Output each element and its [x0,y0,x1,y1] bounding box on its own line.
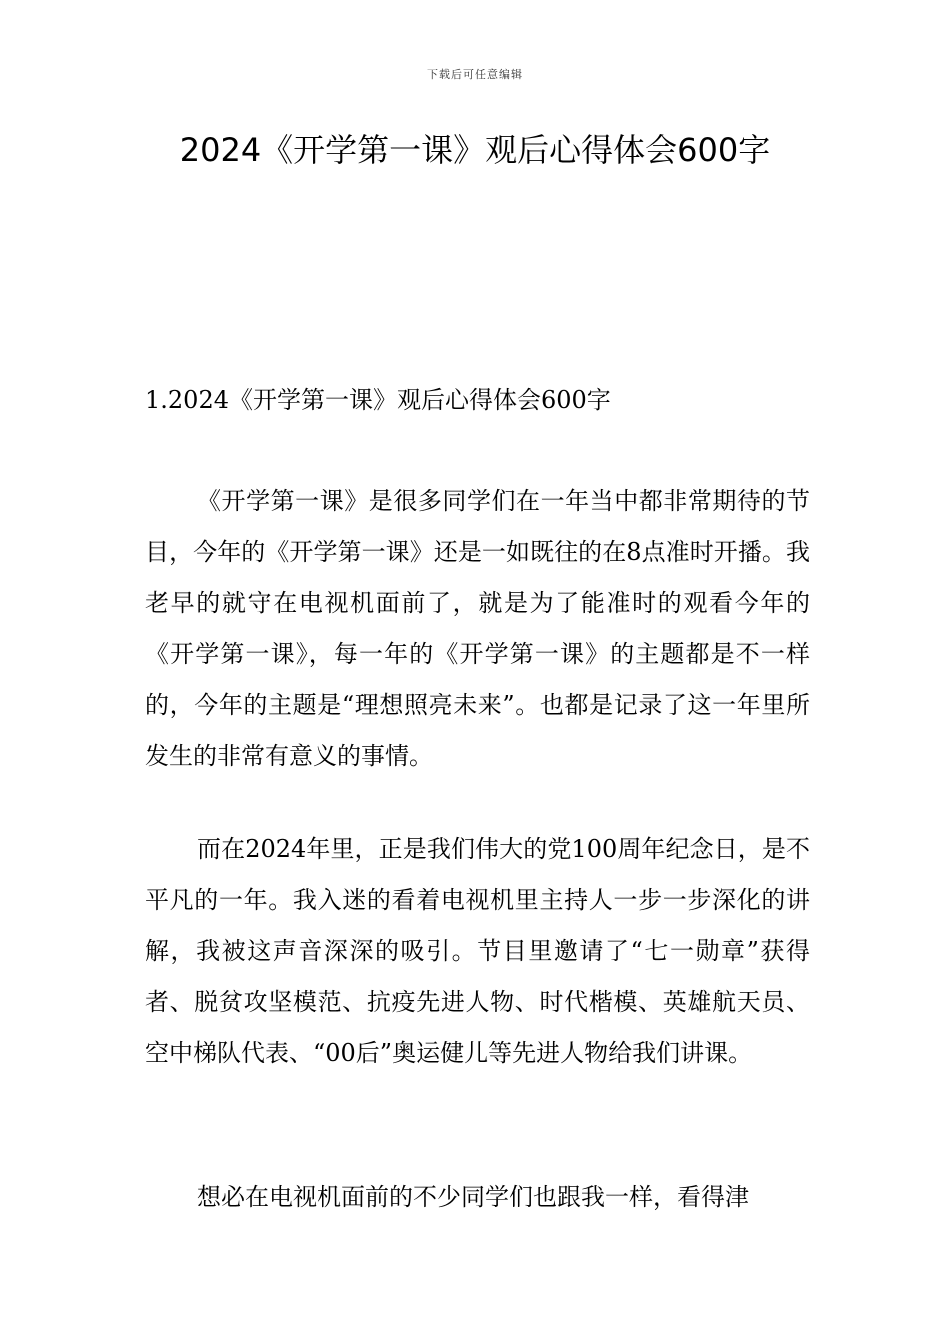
paragraph-1: 《开学第一课》是很多同学们在一年当中都非常期待的节目，今年的《开学第一课》还是一如既往的在8点准时开播。我老早的就守在电视机面前了，就是为了能准时的观看今年的《开学第一课》，每一年的《开学第一课》的主题都是不一样的，今年的主题是“理想照亮未来”。也都是记录了这一年里所发生的非常有意义的事情。 [145,487,810,770]
header-note: 下载后可任意编辑 [427,68,523,81]
paragraph-2: 而在2024年里，正是我们伟大的党100周年纪念日，是不平凡的一年。我入迷的看着电视机里主持人一步一步深化的讲解，我被这声音深深的吸引。节目里邀请了“七一勋章”获得者、脱贫攻坚模范、抗疫先进人物、时代楷模、英雄航天员、空中梯队代表、“00后”奥运健儿等先进人物给我们讲课。 [145,835,810,1067]
section-heading: 1.2024《开学第一课》观后心得体会600字 [145,386,611,414]
document-title: 2024《开学第一课》观后心得体会600字 [179,131,771,169]
paragraph-3: 想必在电视机面前的不少同学们也跟我一样，看得津 [197,1183,749,1211]
